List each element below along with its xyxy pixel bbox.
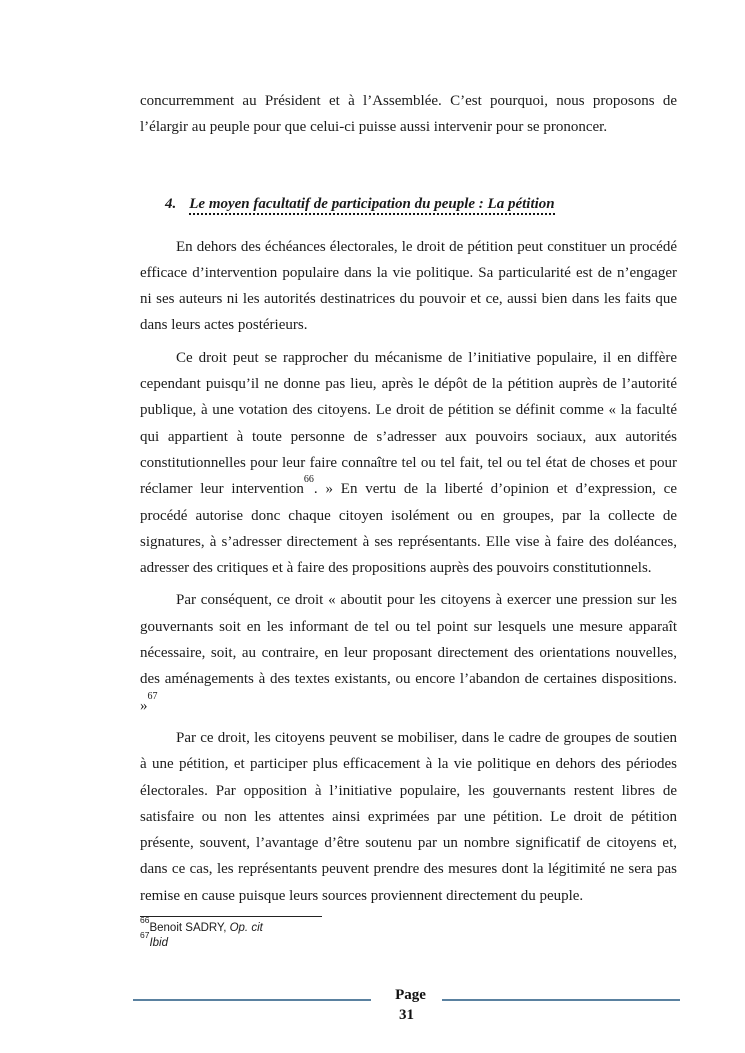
footnote-italic-text: Op. cit: [229, 922, 263, 934]
footnote-ref-67: 67: [147, 690, 158, 702]
paragraph-text: . » En vertu de la liberté d’opinion et d’expression, ce procédé autorise donc chaque citoyen isolément ou en groupes, par la collecte de signatures, à s’adresser directement à ses représentants. Elle vise à faire des doléances, adresser des critiques et à faire des propositions auprès des pouvoirs constitutionnels.: [140, 481, 677, 577]
paragraph-text: En dehors des échéances électorales, le droit de pétition peut constituer un procédé efficace d’intervention populaire dans la vie politique. Sa particularité est de n’engager ni ses auteurs ni les autorités destinatrices du pouvoir et ce, aussi bien dans les faits que dans leurs actes postérieurs.: [140, 238, 677, 334]
footnote-66: [140, 915, 677, 936]
paragraph: [140, 725, 677, 909]
footer-rule-left: [133, 999, 371, 1001]
paragraph-text: Ce droit peut se rapprocher du mécanisme de l’initiative populaire, il en diffère cependant puisqu’il ne donne pas lieu, après le dépôt de la pétition auprès de l’autorité publique, à une votation des citoyens. Le droit de pétition se définit comme « la faculté qui appartient à toute personne de s’adresser aux pouvoirs sociaux, aux autorités constitutionnelles pour leur faire connaître tel ou tel fait, tel ou tel état de choses et pour réclamer leur intervention: [140, 349, 677, 498]
paragraph-continuation: concurremment au Président et à l’Assemblée. C’est pourquoi, nous proposons de l’élargir au peuple pour que celui-ci puisse aussi intervenir pour se prononcer.: [140, 93, 677, 136]
section-title: Le moyen facultatif de participation du peuple : La pétition: [189, 196, 554, 215]
footnote-67: [140, 930, 677, 951]
footnote-text: Benoit SADRY,: [149, 922, 230, 934]
paragraph: [140, 345, 677, 582]
paragraph-text: Par ce droit, les citoyens peuvent se mobiliser, dans le cadre de groupes de soutien à une pétition, et participer plus efficacement à la vie politique en dehors des périodes électorales. Par opposition à l’initiative populaire, les gouvernants restent libres de satisfaire ou non les attentes ainsi exprimées par une pétition. Le droit de pétition présente, souvent, l’avantage d’être soutenu par un nombre significatif de citoyens et, dans ce cas, les représentants peuvent prendre des mesures dont la légitimité ne sera pas remise en cause puisque leurs sources proviennent directement du peuple.: [140, 729, 677, 904]
page-number: 31: [399, 1007, 414, 1023]
footnote-number: 67: [140, 930, 150, 941]
section-number: 4.: [165, 195, 177, 212]
footnote-ref-66: 66: [303, 474, 314, 486]
footnotes-section: [140, 916, 677, 951]
paragraph: [140, 234, 677, 339]
paragraph: [140, 587, 677, 718]
footer-rule-row: [133, 986, 680, 1005]
footnote-number: 66: [140, 915, 150, 926]
page-label: Page: [395, 987, 426, 1003]
footnote-italic-text: Ibid: [149, 937, 169, 949]
section-heading: [140, 191, 677, 217]
paragraph-text: Par conséquent, ce droit « aboutit pour les citoyens à exercer une pression sur les gouvernants soit en les informant de tel ou tel point sur lesquels une mesure apparaît nécessaire, soit, au contraire, en leur proposant directement des orientations nouvelles, des aménagements à des textes existants, ou encore l’abandon de certaines dispositions. »: [140, 592, 677, 714]
page-body: [140, 88, 677, 915]
page-footer: [133, 986, 680, 1025]
footnote-separator: [140, 916, 322, 917]
footer-rule-right: [442, 999, 680, 1001]
